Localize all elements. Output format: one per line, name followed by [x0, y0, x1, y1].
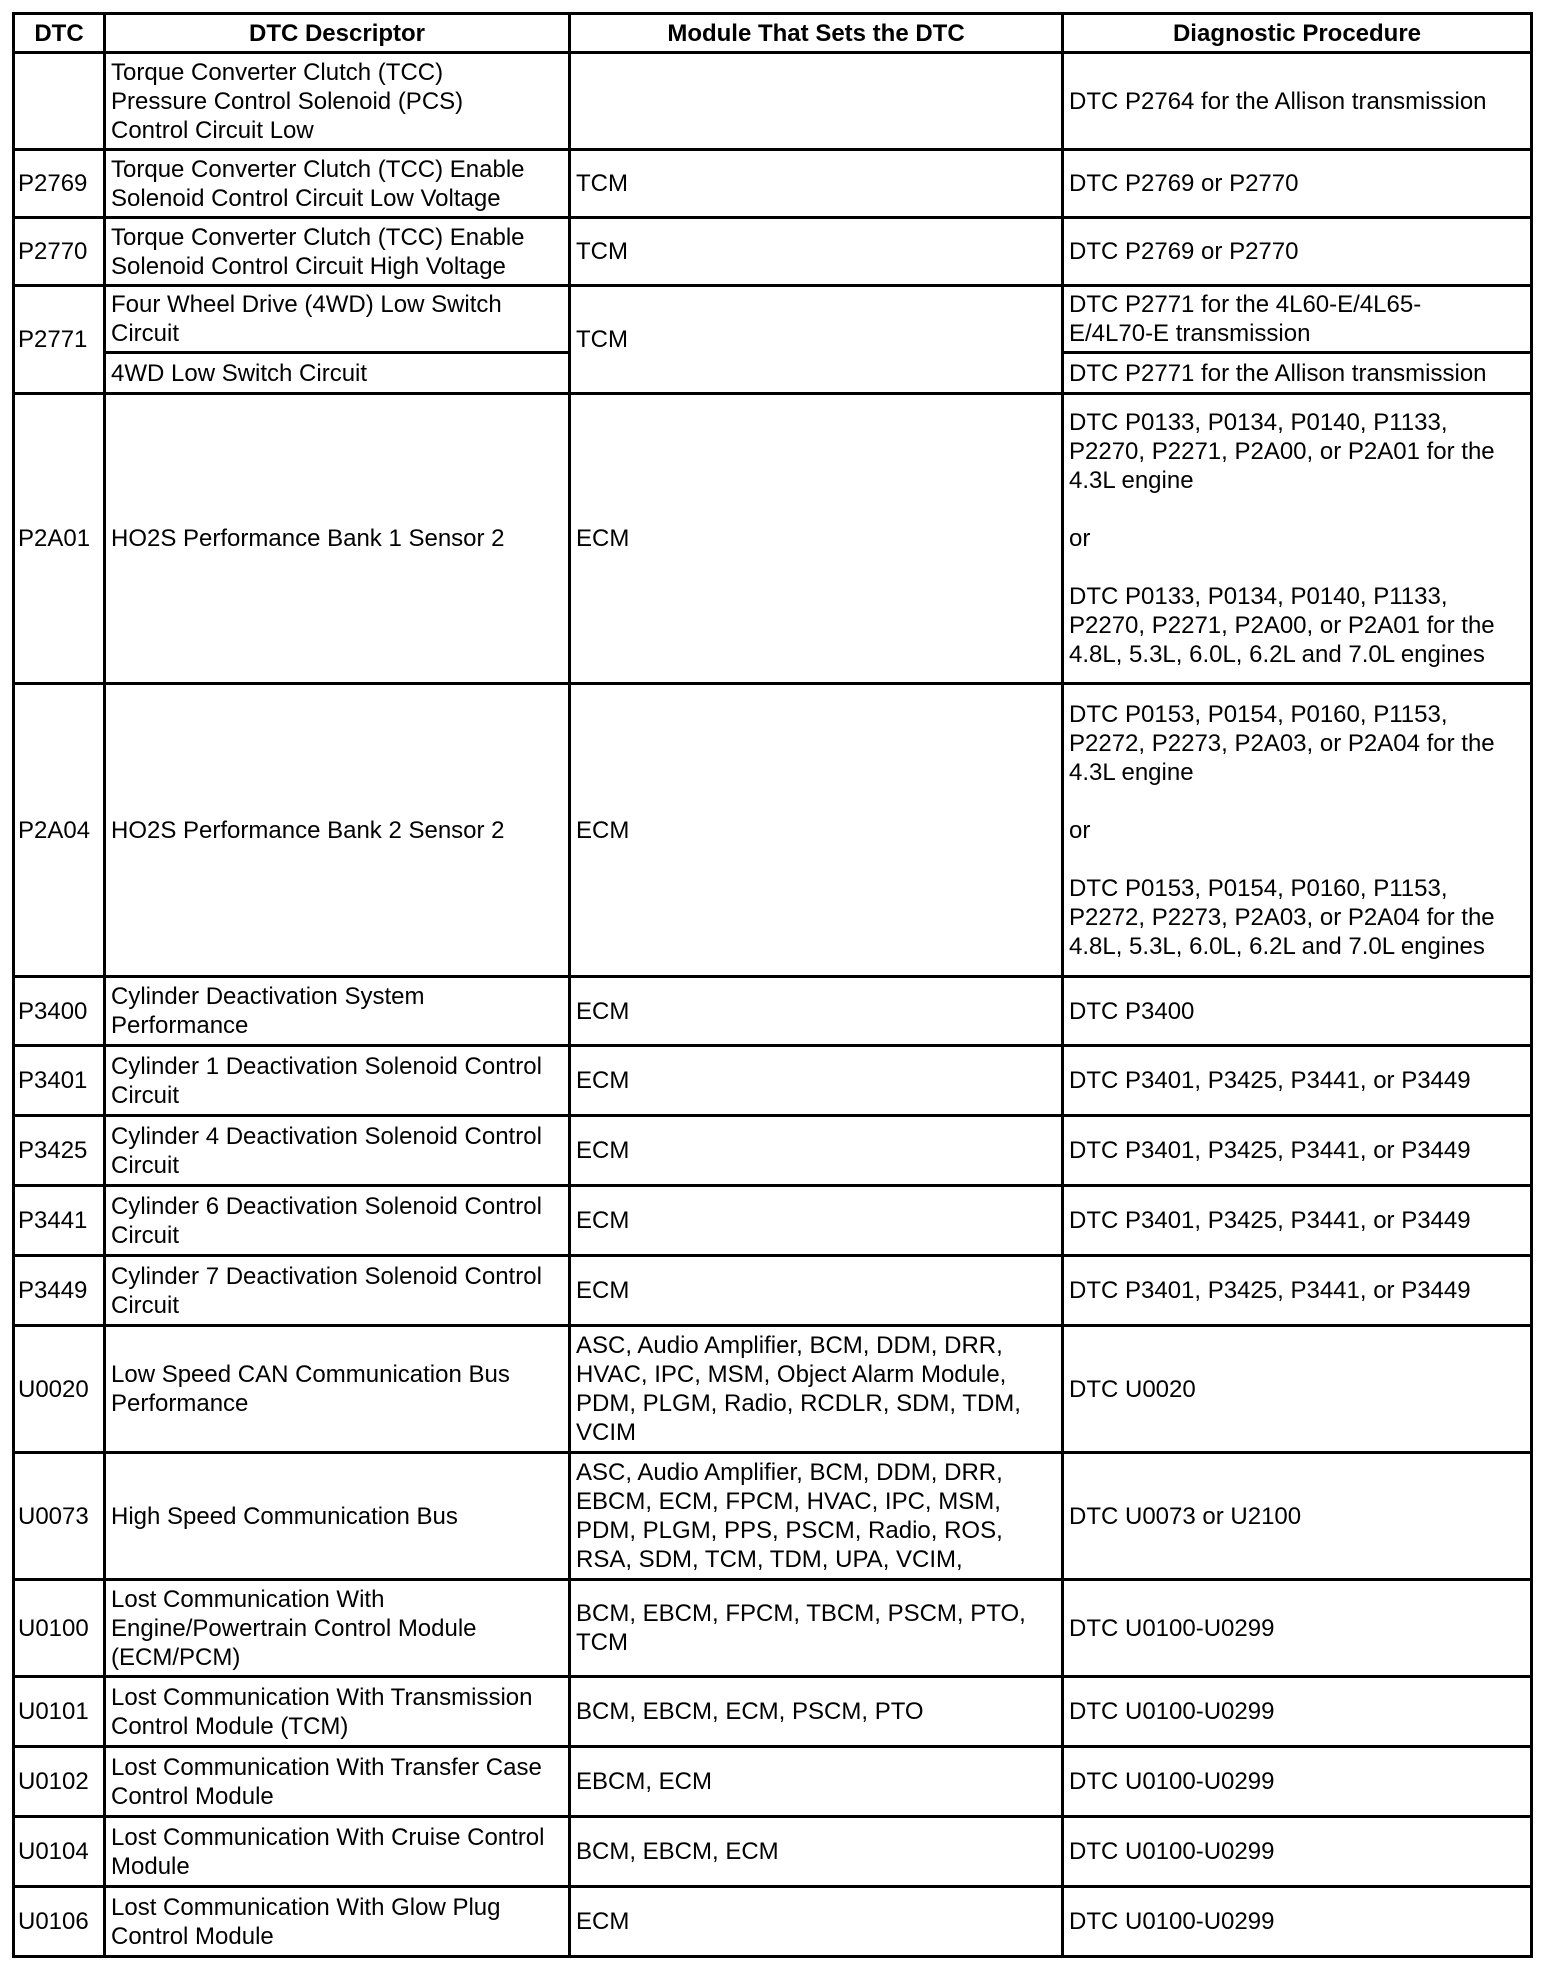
dtc-procedure: DTC P0153, P0154, P0160, P1153, P2272, P2273, P2A03, or P2A04 for the 4.3L engine or DTC P0153, P0154, P0160, P1153, P2272, P2273, P2A03, or P2A04 for the 4.8L, 5.3L, 6.0L, 6.2L and 7.0L engines — [1063, 684, 1532, 977]
table-row — [14, 1186, 1532, 1256]
dtc-code: P3425 — [14, 1116, 105, 1186]
dtc-descriptor: Lost Communication With Transfer Case Control Module — [105, 1747, 570, 1817]
dtc-descriptor: High Speed Communication Bus — [105, 1453, 570, 1580]
dtc-procedure: DTC P3401, P3425, P3441, or P3449 — [1063, 1046, 1532, 1116]
dtc-descriptor: Cylinder 4 Deactivation Solenoid Control Circuit — [105, 1116, 570, 1186]
dtc-procedure: DTC P2769 or P2770 — [1063, 150, 1532, 218]
table-row — [14, 53, 1532, 150]
dtc-code: U0102 — [14, 1747, 105, 1817]
dtc-code: U0101 — [14, 1677, 105, 1747]
table-row — [14, 1256, 1532, 1326]
dtc-procedure: DTC P3401, P3425, P3441, or P3449 — [1063, 1186, 1532, 1256]
dtc-code — [14, 53, 105, 150]
table-row — [14, 1453, 1532, 1580]
table-row — [14, 1046, 1532, 1116]
dtc-code: P2770 — [14, 218, 105, 286]
table-row — [14, 394, 1532, 684]
dtc-module: ECM — [570, 1887, 1063, 1957]
dtc-code: U0106 — [14, 1887, 105, 1957]
table-row — [14, 286, 1532, 353]
dtc-procedure: DTC U0100-U0299 — [1063, 1580, 1532, 1677]
dtc-module: ASC, Audio Amplifier, BCM, DDM, DRR, EBCM, ECM, FPCM, HVAC, IPC, MSM, PDM, PLGM, PPS, PSCM, Radio, ROS, RSA, SDM, TCM, TDM, UPA, VCIM, — [570, 1453, 1063, 1580]
dtc-module: EBCM, ECM — [570, 1747, 1063, 1817]
table-row — [14, 1817, 1532, 1887]
dtc-descriptor: HO2S Performance Bank 2 Sensor 2 — [105, 684, 570, 977]
dtc-descriptor: Torque Converter Clutch (TCC) Pressure Control Solenoid (PCS) Control Circuit Low — [105, 53, 570, 150]
header-dtc: DTC — [14, 14, 105, 53]
dtc-procedure: DTC U0073 or U2100 — [1063, 1453, 1532, 1580]
dtc-descriptor: Cylinder 7 Deactivation Solenoid Control Circuit — [105, 1256, 570, 1326]
dtc-descriptor: Torque Converter Clutch (TCC) Enable Solenoid Control Circuit High Voltage — [105, 218, 570, 286]
dtc-code: U0073 — [14, 1453, 105, 1580]
table-row — [14, 218, 1532, 286]
dtc-descriptor: Lost Communication With Transmission Control Module (TCM) — [105, 1677, 570, 1747]
dtc-procedure: DTC P3400 — [1063, 977, 1532, 1046]
dtc-module: ECM — [570, 684, 1063, 977]
header-procedure: Diagnostic Procedure — [1063, 14, 1532, 53]
dtc-module: BCM, EBCM, FPCM, TBCM, PSCM, PTO, TCM — [570, 1580, 1063, 1677]
dtc-code: P3441 — [14, 1186, 105, 1256]
table-body — [14, 53, 1532, 1957]
dtc-descriptor: Low Speed CAN Communication Bus Performance — [105, 1326, 570, 1453]
table-row — [14, 150, 1532, 218]
dtc-procedure: DTC P2771 for the Allison transmission — [1063, 353, 1532, 394]
dtc-descriptor: Torque Converter Clutch (TCC) Enable Solenoid Control Circuit Low Voltage — [105, 150, 570, 218]
dtc-procedure: DTC U0100-U0299 — [1063, 1887, 1532, 1957]
dtc-descriptor: 4WD Low Switch Circuit — [105, 353, 570, 394]
dtc-descriptor: HO2S Performance Bank 1 Sensor 2 — [105, 394, 570, 684]
dtc-table — [12, 12, 1533, 1958]
dtc-procedure: DTC U0100-U0299 — [1063, 1677, 1532, 1747]
table-row — [14, 684, 1532, 977]
dtc-module: ECM — [570, 1256, 1063, 1326]
dtc-module: ECM — [570, 1186, 1063, 1256]
dtc-descriptor: Cylinder Deactivation System Performance — [105, 977, 570, 1046]
dtc-descriptor: Cylinder 6 Deactivation Solenoid Control Circuit — [105, 1186, 570, 1256]
dtc-descriptor: Lost Communication With Engine/Powertrain Control Module (ECM/PCM) — [105, 1580, 570, 1677]
table-row — [14, 1326, 1532, 1453]
dtc-procedure: DTC P2771 for the 4L60-E/4L65- E/4L70-E transmission — [1063, 286, 1532, 353]
header-descriptor: DTC Descriptor — [105, 14, 570, 53]
dtc-descriptor: Lost Communication With Glow Plug Control Module — [105, 1887, 570, 1957]
dtc-procedure: DTC U0100-U0299 — [1063, 1817, 1532, 1887]
dtc-code: P2771 — [14, 286, 105, 394]
dtc-procedure: DTC P3401, P3425, P3441, or P3449 — [1063, 1256, 1532, 1326]
header-module: Module That Sets the DTC — [570, 14, 1063, 53]
dtc-module: ECM — [570, 394, 1063, 684]
dtc-code: P2A04 — [14, 684, 105, 977]
dtc-descriptor: Lost Communication With Cruise Control Module — [105, 1817, 570, 1887]
dtc-code: P3400 — [14, 977, 105, 1046]
dtc-code: P3449 — [14, 1256, 105, 1326]
table-row — [14, 1580, 1532, 1677]
dtc-code: U0100 — [14, 1580, 105, 1677]
table-header — [14, 14, 1532, 53]
dtc-module: TCM — [570, 218, 1063, 286]
dtc-descriptor: Cylinder 1 Deactivation Solenoid Control Circuit — [105, 1046, 570, 1116]
dtc-module: ECM — [570, 1116, 1063, 1186]
dtc-descriptor: Four Wheel Drive (4WD) Low Switch Circuit — [105, 286, 570, 353]
dtc-module: TCM — [570, 286, 1063, 394]
dtc-code: P2769 — [14, 150, 105, 218]
dtc-procedure: DTC P2764 for the Allison transmission — [1063, 53, 1532, 150]
dtc-code: P3401 — [14, 1046, 105, 1116]
dtc-code: P2A01 — [14, 394, 105, 684]
dtc-module: ECM — [570, 1046, 1063, 1116]
table-row — [14, 1747, 1532, 1817]
dtc-procedure: DTC P3401, P3425, P3441, or P3449 — [1063, 1116, 1532, 1186]
dtc-module: BCM, EBCM, ECM — [570, 1817, 1063, 1887]
dtc-procedure: DTC U0020 — [1063, 1326, 1532, 1453]
dtc-procedure: DTC P2769 or P2770 — [1063, 218, 1532, 286]
dtc-module — [570, 53, 1063, 150]
dtc-module: ECM — [570, 977, 1063, 1046]
dtc-module: BCM, EBCM, ECM, PSCM, PTO — [570, 1677, 1063, 1747]
dtc-procedure: DTC P0133, P0134, P0140, P1133, P2270, P2271, P2A00, or P2A01 for the 4.3L engine or DTC P0133, P0134, P0140, P1133, P2270, P2271, P2A00, or P2A01 for the 4.8L, 5.3L, 6.0L, 6.2L and 7.0L engines — [1063, 394, 1532, 684]
table-row — [14, 1887, 1532, 1957]
table-row — [14, 1677, 1532, 1747]
header-row — [14, 14, 1532, 53]
dtc-code: U0020 — [14, 1326, 105, 1453]
dtc-code: U0104 — [14, 1817, 105, 1887]
dtc-module: ASC, Audio Amplifier, BCM, DDM, DRR, HVAC, IPC, MSM, Object Alarm Module, PDM, PLGM, Radio, RCDLR, SDM, TDM, VCIM — [570, 1326, 1063, 1453]
table-row — [14, 1116, 1532, 1186]
table-row — [14, 977, 1532, 1046]
dtc-procedure: DTC U0100-U0299 — [1063, 1747, 1532, 1817]
dtc-module: TCM — [570, 150, 1063, 218]
